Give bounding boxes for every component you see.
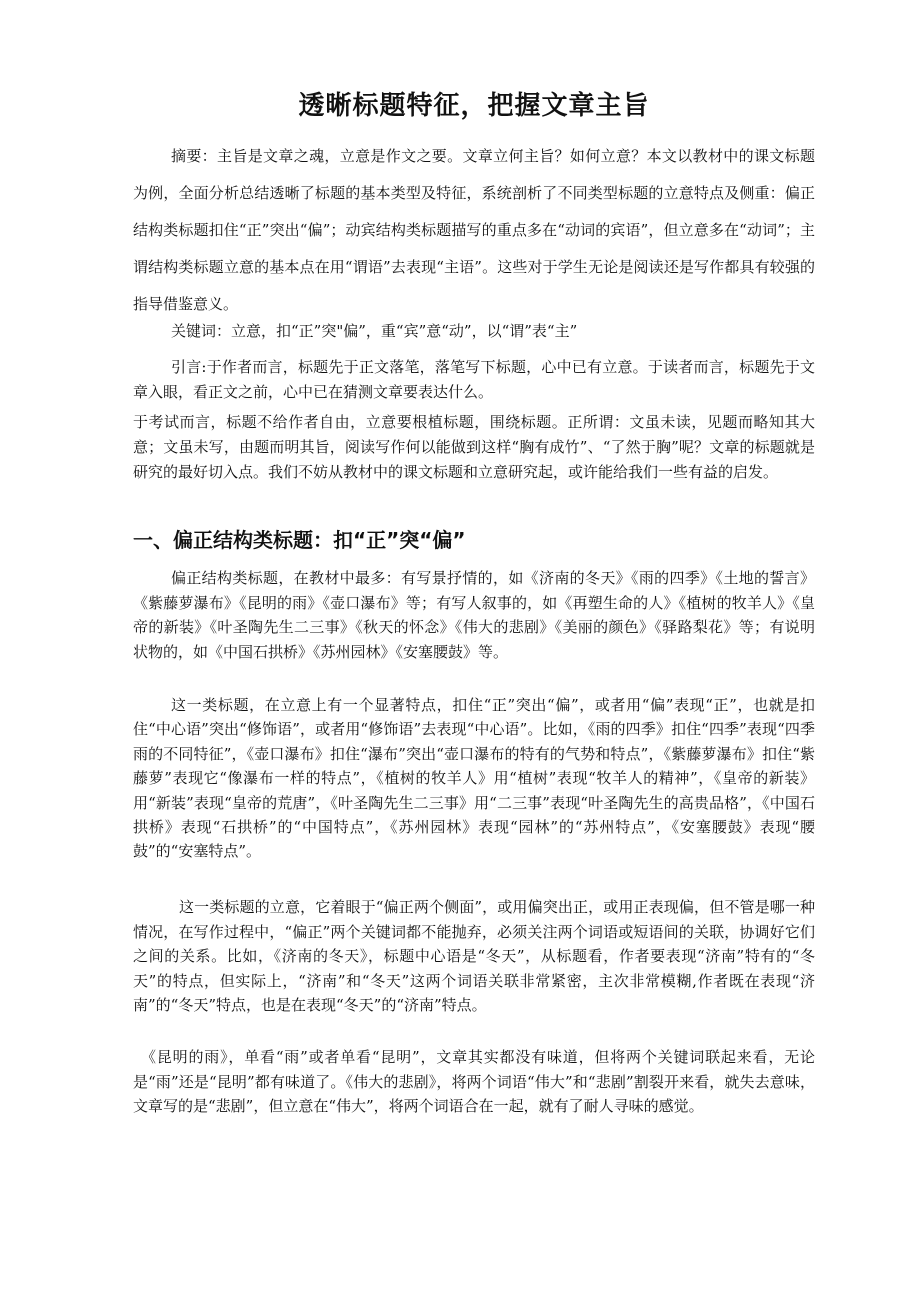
intro-paragraph-1: 引言:于作者而言，标题先于正文落笔，落笔写下标题，心中已有立意。于读者而言，标题先于文章入眼，看正文之前，心中已在猜测文章要表达什么。 [133, 358, 815, 401]
section-1-paragraph-3: 这一类标题的立意，它着眼于“偏正两个侧面”，或用偏突出正，或用正表现偏，但不管是哪一种情况，在写作过程中，“偏正”两个关键词都不能抛弃，必须关注两个词语或短语间的关联，协调好它们之间的关系。比如，《济南的冬天》，标题中心语是“冬天”，从标题看，作者要表现“济南”特有的“冬天”的特点，但实际上，“济南”和“冬天”这两个词语关联非常紧密，主次非常模糊,作者既在表现“济南”的“冬天”特点，也是在表现“冬天”的“济南”特点。 [133, 898, 815, 1015]
section-heading-1: 一、偏正结构类标题：扣“正”突“偏” [133, 528, 466, 552]
abstract-paragraph: 摘要：主旨是文章之魂，立意是作文之要。文章立何主旨？如何立意？本文以教材中的课文标题为例，全面分析总结透晰了标题的基本类型及特征，系统剖析了不同类型标题的立意特点及侧重：偏正结构类标题扣住“正”突出“偏”；动宾结构类标题描写的重点多在“动词的宾语”，但立意多在“动词”；主谓结构类标题立意的基本点在用“谓语”去表现“主语”。这些对于学生无论是阅读还是写作都具有较强的指导借鉴意义。 [133, 147, 815, 313]
section-1-paragraph-2: 这一类标题，在立意上有一个显著特点，扣住“正”突出“偏”，或者用“偏”表现“正”，也就是扣住“中心语”突出“修饰语”，或者用“修饰语”去表现“中心语”。比如，《雨的四季》扣住“四季”表现“四季雨的不同特征”，《壶口瀑布》扣住“瀑布”突出“壶口瀑布的特有的气势和特点”，《紫藤萝瀑布》扣住“紫藤萝”表现它“像瀑布一样的特点”，《植树的牧羊人》用“植树”表现“牧羊人的精神”，《皇帝的新装》用“新装”表现“皇帝的荒唐”，《叶圣陶先生二三事》用“二三事”表现“叶圣陶先生的高贵品格”，《中国石拱桥》表现“石拱桥”的“中国特点”，《苏州园林》表现“园林”的“苏州特点”，《安塞腰鼓》表现“腰鼓”的“安塞特点”。 [133, 696, 815, 861]
intro-paragraph-2: 于考试而言，标题不给作者自由，立意要根植标题，围绕标题。正所谓：文虽未读，见题而略知其大意；文虽未写，由题而明其旨，阅读写作何以能做到这样“胸有成竹”、“了然于胸”呢？文章的标题就是研究的最好切入点。我们不妨从教材中的课文标题和立意研究起，或许能给我们一些有益的启发。 [133, 413, 815, 481]
section-1-paragraph-4: 《昆明的雨》，单看“雨”或者单看“昆明”，文章其实都没有味道，但将两个关键词联起来看，无论是“雨”还是“昆明”都有味道了。《伟大的悲剧》，将两个词语“伟大”和“悲剧”割裂开来看，就失去意味，文章写的是“悲剧”，但立意在“伟大”，将两个词语合在一起，就有了耐人寻味的感觉。 [133, 1048, 815, 1116]
section-1-paragraph-1: 偏正结构类标题，在教材中最多：有写景抒情的，如《济南的冬天》《雨的四季》《土地的誓言》《紫藤萝瀑布》《昆明的雨》《壶口瀑布》等；有写人叙事的，如《再塑生命的人》《植树的牧羊人》《皇帝的新装》《叶圣陶先生二三事》《秋天的怀念》《伟大的悲剧》《美丽的颜色》《驿路梨花》等；有说明状物的，如《中国石拱桥》《苏州园林》《安塞腰鼓》等。 [133, 569, 815, 661]
keywords-paragraph: 关键词：立意，扣“正”突"偏”，重“宾”意“动”，以“谓”表“主” [171, 322, 578, 340]
document-title: 透晰标题特征，把握文章主旨 [298, 91, 650, 121]
